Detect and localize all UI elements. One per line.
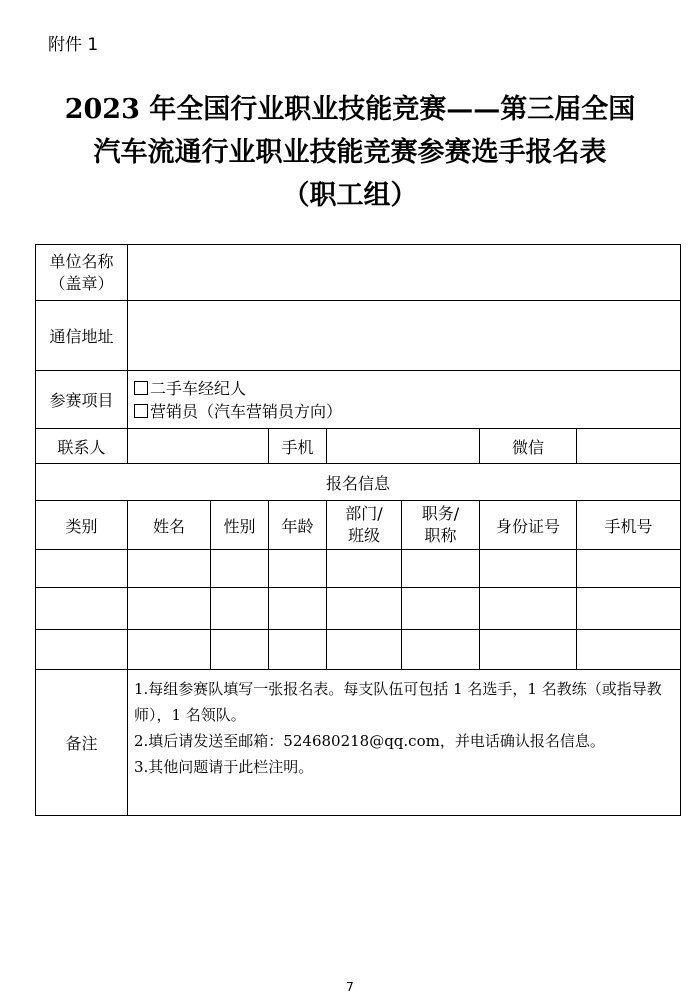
wechat-label: 微信	[480, 429, 577, 464]
note-2: 2.填后请发送至邮箱：524680218@qq.com，并电话确认报名信息。	[134, 732, 605, 750]
address-label: 通信地址	[36, 301, 128, 371]
address-field[interactable]	[128, 301, 681, 371]
table-row	[36, 630, 681, 670]
col-header-age: 年龄	[269, 501, 327, 550]
title-line-1: 2023 年全国行业职业技能竞赛——第三届全国	[64, 94, 636, 125]
checkbox-icon[interactable]	[134, 404, 148, 418]
unit-name-field[interactable]	[128, 245, 681, 301]
contact-label: 联系人	[36, 429, 128, 464]
notes-label: 备注	[36, 670, 128, 816]
contact-field[interactable]	[128, 429, 269, 464]
table-row	[36, 550, 681, 588]
col-header-name: 姓名	[128, 501, 211, 550]
col-header-id-number: 身份证号	[480, 501, 577, 550]
phone-label: 手机	[269, 429, 327, 464]
phone-field[interactable]	[327, 429, 480, 464]
title-line-3: （职工组）	[282, 180, 418, 211]
event-option-used-car-broker[interactable]: 二手车经纪人	[134, 377, 680, 400]
section-title: 报名信息	[36, 464, 681, 501]
note-1: 1.每组参赛队填写一张报名表。每支队伍可包括 1 名选手，1 名教练（或指导教师），1 名领队。	[134, 680, 662, 724]
checkbox-icon[interactable]	[134, 381, 148, 395]
event-options	[128, 371, 681, 429]
event-option-salesperson[interactable]: 营销员（汽车营销员方向）	[134, 400, 680, 423]
event-label: 参赛项目	[36, 371, 128, 429]
col-header-department: 部门/ 班级	[327, 501, 402, 550]
note-3: 3.其他问题请于此栏注明。	[134, 758, 314, 776]
wechat-field[interactable]	[577, 429, 681, 464]
attachment-label: 附件 1	[48, 35, 99, 55]
registration-form	[35, 244, 681, 816]
notes-content	[128, 670, 681, 816]
title-line-2: 汽车流通行业职业技能竞赛参赛选手报名表	[93, 137, 607, 168]
col-header-mobile: 手机号	[577, 501, 681, 550]
page-number: 7	[346, 980, 354, 994]
document-title	[0, 88, 700, 217]
table-row	[36, 588, 681, 630]
col-header-position: 职务/ 职称	[402, 501, 480, 550]
col-header-gender: 性别	[211, 501, 269, 550]
unit-name-label: 单位名称 （盖章）	[36, 245, 128, 301]
col-header-category: 类别	[36, 501, 128, 550]
